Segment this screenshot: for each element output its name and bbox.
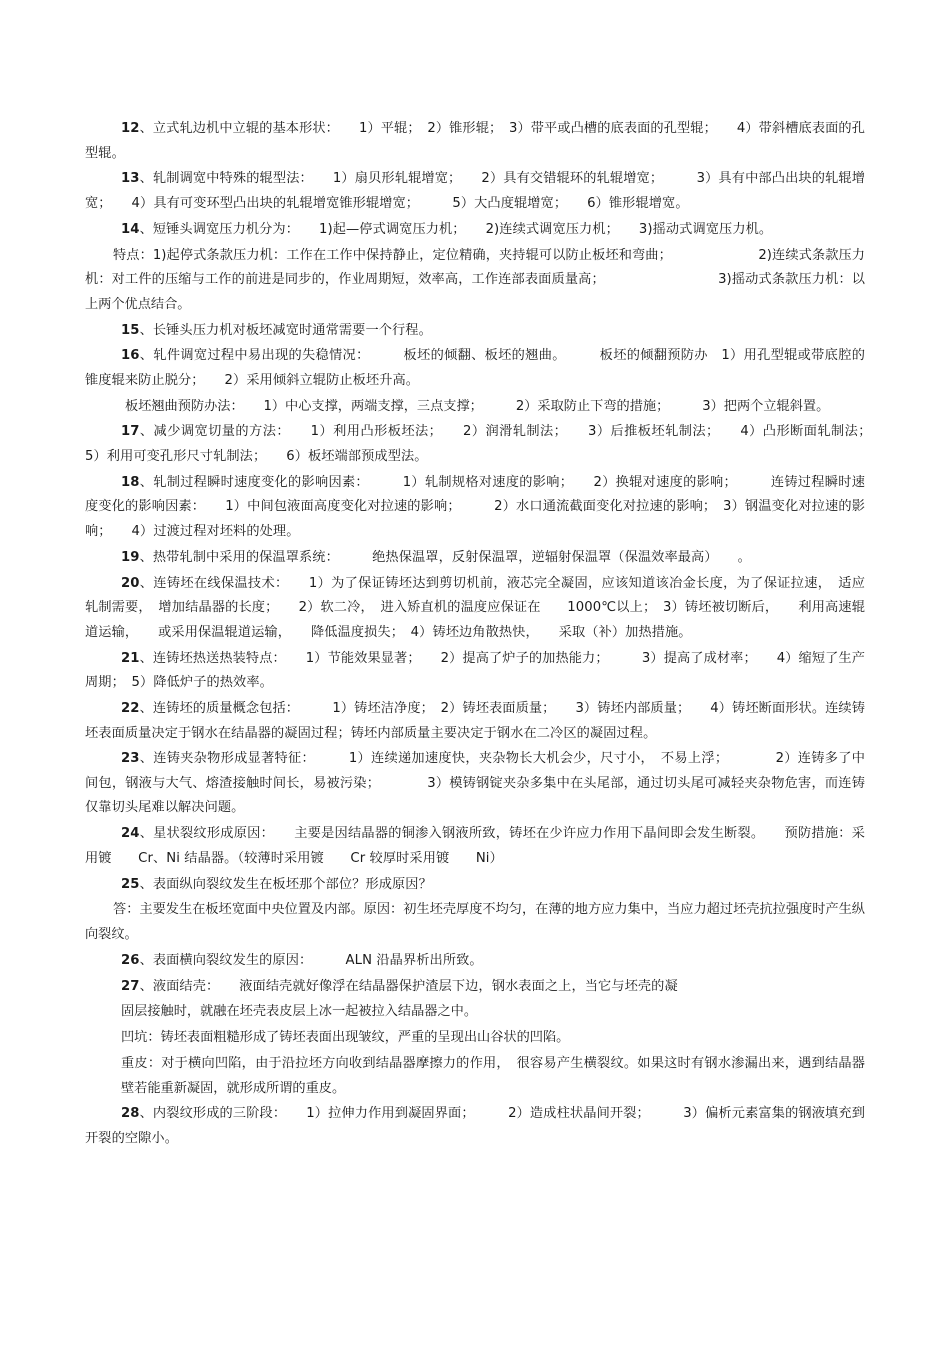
item-13 [85, 167, 865, 216]
item-14 [85, 218, 865, 243]
item-16 [85, 344, 865, 393]
item-number: 19 [121, 549, 140, 565]
item-15 [85, 319, 865, 344]
item-number: 16 [121, 348, 140, 364]
item-26 [85, 949, 865, 974]
item-text: 、短锤头调宽压力机分为： 1)起—停式调宽压力机； 2)连续式调宽压力机； 3)摇动式调宽压力机。 [139, 221, 773, 237]
item-text: 、连铸坯热送热装特点： 1）节能效果显著； 2）提高了炉子的加热能力； 3）提高了成材率； 4）缩短了生产周期； 5）降低炉子的热效率。 [85, 650, 865, 691]
item-text: 、内裂纹形成的三阶段： 1）拉伸力作用到凝固界面； 2）造成柱状晶间开裂； 3）偏析元素富集的钢液填充到开裂的空隙小。 [85, 1106, 865, 1146]
item-20 [85, 572, 865, 646]
item-number: 25 [121, 876, 140, 892]
item-text: 、轧制调宽中特殊的辊型法： 1）扇贝形轧辊增宽； 2）具有交错辊环的轧辊增宽； 3）具有中部凸出块的轧辊增宽； 4）具有可变环型凸出块的轧辊增宽锥形辊增宽； 5）大凸度辊增宽； 6）锥形辊增宽。 [85, 171, 865, 211]
item-27-continued: 固层接触时，就融在坯壳表皮层上冰一起被拉入结晶器之中。 [121, 1004, 478, 1020]
item-text: 、连铸坯的质量概念包括： 1）铸坯洁净度； 2）铸坯表面质量； 3）铸坯内部质量； 4）铸坯断面形状。连续铸坯表面质量决定于钢水在结晶器的凝固过程；铸坯内部质量主要决定于钢水在二冷区的凝固过程。 [85, 700, 865, 741]
item-17 [85, 420, 879, 469]
item-27-pits: 凹坑：铸坯表面粗糙形成了铸坯表面出现皱纹，严重的呈现出山谷状的凹陷。 [121, 1030, 570, 1046]
item-text: 、连铸坯在线保温技术： 1）为了保证铸坯达到剪切机前，液芯完全凝固，应该知道该冶金长度，为了保证拉速， 适应轧制需要， 增加结晶器的长度； 2）软二冷， 进入矫直机的温度应保证在 1000℃以上； 3）铸坯被切断后， 利用高速辊道运输， 或采用保温辊道运输， 降低温度损失； 4）铸坯边角散热快， 采取（补）加热措施。 [85, 575, 865, 640]
item-text: 、液面结壳： 液面结壳就好像浮在结晶器保护渣层下边，钢水表面之上，当它与坯壳的凝 [139, 978, 678, 994]
item-24 [85, 822, 865, 871]
item-number: 14 [121, 221, 140, 237]
item-number: 26 [121, 952, 140, 968]
item-text: 、星状裂纹形成原因： 主要是因结晶器的铜渗入钢液所致，铸坯在少许应力作用下晶间即会发生断裂。 预防措施：采用镀 Cr、Ni 结晶器。（较薄时采用镀 Cr 较厚时采用镀 Ni） [85, 826, 865, 866]
item-text: 、表面横向裂纹发生的原因： ALN 沿晶界析出所致。 [139, 952, 483, 968]
item-text: 、减少调宽切量的方法： 1）利用凸形板坯法； 2）润滑轧制法； 3）后推板坯轧制法； 4）凸形断面轧制法； 5）利用可变孔形尺寸轧制法； 6）板坯端部预成型法。 [85, 424, 879, 465]
item-text: 、表面纵向裂纹发生在板坯那个部位？形成原因？ [139, 876, 432, 892]
item-23 [85, 747, 865, 821]
item-12 [85, 117, 865, 166]
item-text: 、立式轧边机中立辊的基本形状： 1）平辊； 2）锥形辊； 3）带平或凸槽的底表面的孔型辊； 4）带斜槽底表面的孔型辊。 [85, 121, 865, 161]
item-number: 15 [121, 322, 140, 338]
item-number: 27 [121, 978, 140, 994]
item-25 [85, 873, 865, 898]
item-text: 、轧制过程瞬时速度变化的影响因素： 1）轧制规格对速度的影响； 2）换辊对速度的影响； 连铸过程瞬时速度变化的影响因素： 1）中间包液面高度变化对拉速的影响； 2）水口通流截面变化对拉速的影响； 3）钢温变化对拉速的影响； 4）过渡过程对坯料的处理。 [85, 474, 865, 539]
item-number: 23 [121, 751, 140, 767]
item-number: 24 [121, 826, 140, 842]
item-18 [85, 471, 865, 545]
item-number: 12 [121, 121, 140, 136]
item-text: 、连铸夹杂物形成显著特征： 1）连续递加速度快，夹杂物长大机会少，尺寸小， 不易上浮； 2）连铸多了中间包，钢液与大气、熔渣接触时间长，易被污染； 3）模铸钢锭夹杂多集中在头尾部，通过切头尾可减轻夹杂物危害，而连铸仅靠切头尾难以解决问题。 [85, 751, 865, 816]
item-number: 18 [121, 474, 140, 490]
item-text: 、轧件调宽过程中易出现的失稳情况： 板坯的倾翻、板坯的翘曲。 板坯的倾翻预防办 1）用孔型辊或带底腔的锥度辊来防止脱分； 2）采用倾斜立辊防止板坯升高。 [85, 348, 865, 388]
item-number: 21 [121, 650, 140, 666]
item-text: 、长锤头压力机对板坯减宽时通常需要一个行程。 [139, 322, 432, 338]
item-number: 28 [121, 1106, 140, 1122]
item-27-double-skin: 重皮：对于横向凹陷，由于沿拉坯方向收到结晶器摩擦力的作用， 很容易产生横裂纹。如果这时有钢水渗漏出来，遇到结晶器壁若能重新凝固，就形成所谓的重皮。 [121, 1055, 865, 1096]
item-14-features: 特点：1)起停式条款压力机：工作在工作中保持静止，定位精确，夹持辊可以防止板坯和弯曲； 2)连续式条款压力机：对工件的压缩与工作的前进是同步的，作业周期短，效率高，工作连部表面质量高； 3)摇动式条款压力机：以上两个优点结合。 [85, 247, 865, 312]
item-16-warp-prevention: 板坯翘曲预防办法： 1）中心支撑，两端支撑，三点支撑； 2）采取防止下弯的措施； 3）把两个立辊斜置。 [125, 398, 830, 414]
item-number: 22 [121, 700, 140, 716]
item-25-answer: 答：主要发生在板坯宽面中央位置及内部。原因：初生坯壳厚度不均匀，在薄的地方应力集中，当应力超过坯壳抗拉强度时产生纵向裂纹。 [85, 902, 865, 942]
item-22 [85, 697, 865, 746]
item-19 [85, 546, 865, 571]
item-27 [85, 975, 865, 1000]
item-number: 17 [121, 424, 140, 440]
item-21 [85, 647, 865, 696]
document-body [85, 117, 879, 1153]
item-text: 、热带轧制中采用的保温罩系统： 绝热保温罩，反射保温罩，逆辐射保温罩（保温效率最高） 。 [139, 549, 751, 565]
item-28 [85, 1102, 865, 1151]
item-number: 20 [121, 575, 140, 591]
item-number: 13 [121, 171, 140, 187]
